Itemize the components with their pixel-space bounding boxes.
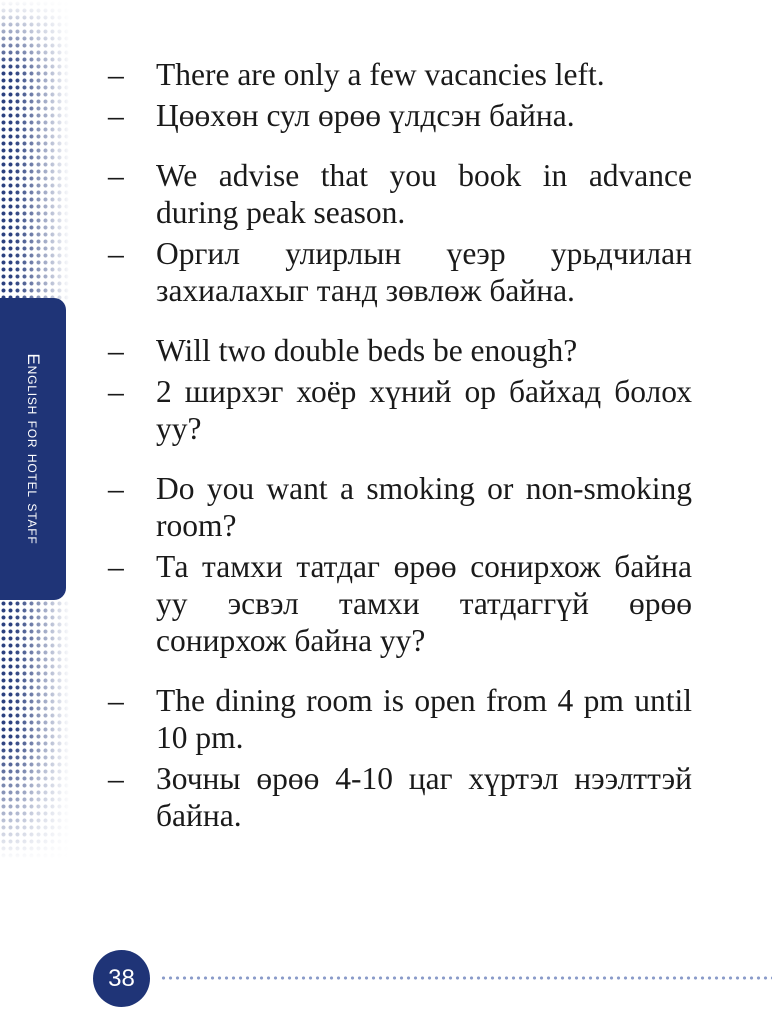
dash-bullet: – — [108, 98, 124, 133]
dash-bullet: – — [108, 158, 124, 193]
dash-bullet: – — [108, 374, 124, 409]
dash-bullet: – — [108, 236, 124, 271]
english-phrase: – We advise that you book in advance during peak season. — [108, 158, 692, 230]
mongolian-phrase: – Оргил улирлын үеэр урьдчилан захиалахыг танд зөвлөж байна. — [108, 236, 692, 308]
mongolian-phrase: – Та тамхи татдаг өрөө сонирхож байна уу эсвэл тамхи татдаггүй өрөө сонирхож байна уу? — [108, 549, 692, 658]
mongolian-phrase: – Зочны өрөө 4-10 цаг хүртэл нээлттэй байна. — [108, 761, 692, 833]
phrase-group — [108, 56, 692, 134]
footer-dotted-line — [160, 976, 772, 980]
phrase-group — [108, 470, 692, 659]
mongolian-phrase: – Цөөхөн сул өрөө үлдсэн байна. — [108, 98, 575, 133]
side-tab-label: English for hotel staff — [24, 353, 43, 545]
phrase-list — [108, 56, 692, 857]
dash-bullet: – — [108, 333, 124, 368]
dash-bullet: – — [108, 549, 124, 584]
phrase-group — [108, 157, 692, 309]
mongolian-phrase: – 2 ширхэг хоёр хүний ор байхад болох уу? — [108, 374, 692, 446]
halftone-fade-bottom — [0, 740, 70, 860]
english-phrase: – There are only a few vacancies left. — [108, 57, 605, 92]
page-number: 38 — [93, 950, 150, 1007]
dash-bullet: – — [108, 683, 124, 718]
dash-bullet: – — [108, 761, 124, 796]
dash-bullet: – — [108, 471, 124, 506]
english-phrase: – Do you want a smoking or non-smoking room? — [108, 471, 692, 543]
phrase-group — [108, 332, 692, 447]
dash-bullet: – — [108, 57, 124, 92]
halftone-fade-top — [0, 0, 70, 70]
phrase-group — [108, 682, 692, 834]
english-phrase: – Will two double beds be enough? — [108, 333, 578, 368]
english-phrase: – The dining room is open from 4 pm until 10 pm. — [108, 683, 692, 755]
